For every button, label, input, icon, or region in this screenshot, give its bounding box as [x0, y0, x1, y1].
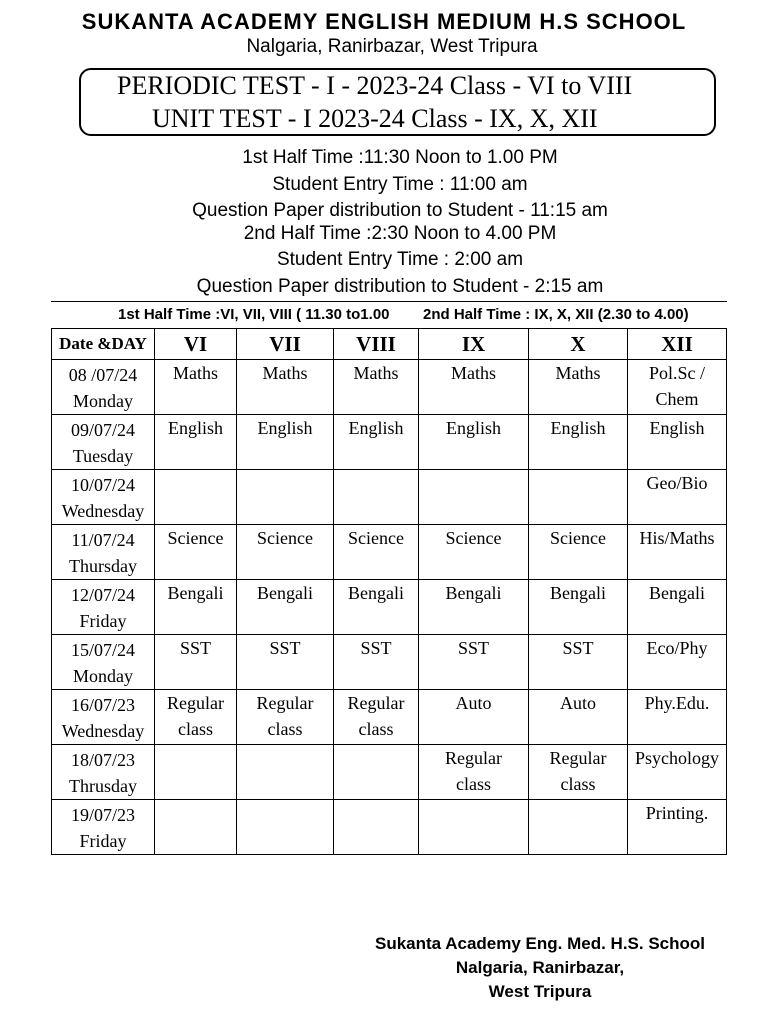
exam-date: 19/07/23 [70, 805, 135, 825]
subject-text: Phy.Edu. [644, 693, 710, 713]
second-half-entry-time: Student Entry Time : 2:00 am [276, 249, 524, 270]
subject-text: Pol.Sc / [648, 363, 705, 383]
subject-text: English [649, 418, 705, 438]
subject-text: Bengali [167, 583, 224, 603]
date-cell [52, 360, 155, 415]
subject-text: English [348, 418, 404, 438]
subject-cell [237, 635, 334, 690]
subject-cell [628, 635, 727, 690]
subject-text: English [167, 418, 223, 438]
exam-date: 11/07/24 [71, 530, 135, 550]
subject-cell [155, 360, 237, 415]
table-row [52, 580, 727, 635]
test-title-box [79, 68, 716, 136]
subject-text: English [257, 418, 313, 438]
subject-text: SST [457, 638, 490, 658]
subject-cell [237, 415, 334, 470]
subject-cell [628, 525, 727, 580]
subject-cell [334, 580, 419, 635]
unit-test-title: UNIT TEST - I 2023-24 Class - IX, X, XII [152, 104, 598, 133]
date-cell [52, 690, 155, 745]
subject-cell [155, 415, 237, 470]
subject-cell [155, 690, 237, 745]
subject-cell [334, 800, 419, 855]
subject-cell [419, 470, 529, 525]
subject-cell [419, 800, 529, 855]
exam-date: 09/07/24 [70, 420, 135, 440]
subject-text: Maths [451, 363, 496, 383]
periodic-test-title: PERIODIC TEST - I - 2023-24 Class - VI to VIII [117, 71, 633, 100]
date-cell [52, 470, 155, 525]
exam-date: 10/07/24 [70, 475, 135, 495]
subject-cell [334, 745, 419, 800]
date-cell [52, 800, 155, 855]
subject-cell [334, 525, 419, 580]
subject-cell [237, 800, 334, 855]
subject-text: Maths [173, 363, 218, 383]
table-row [52, 635, 727, 690]
subject-cell [628, 470, 727, 525]
date-cell [52, 415, 155, 470]
subject-cell [237, 470, 334, 525]
subject-text: Auto [560, 693, 596, 713]
subject-text: SST [562, 638, 594, 658]
subject-text: Printing. [645, 803, 709, 823]
subject-cell [237, 360, 334, 415]
subject-text: Regular [347, 693, 405, 713]
column-header: X [529, 329, 628, 360]
footer-address-line: Nalgaria, Ranirbazar, [455, 958, 625, 977]
subject-cell [419, 360, 529, 415]
table-row [52, 360, 727, 415]
subject-cell [419, 745, 529, 800]
subject-cell [237, 745, 334, 800]
column-header: VI [155, 329, 237, 360]
subject-cell [529, 800, 628, 855]
exam-date: 12/07/24 [70, 585, 135, 605]
subject-text: Bengali [649, 583, 705, 603]
subject-cell [628, 800, 727, 855]
exam-day: Thrusday [69, 776, 137, 796]
first-half-time: 1st Half Time :11:30 Noon to 1.00 PM [242, 147, 558, 168]
subject-cell [419, 580, 529, 635]
subject-cell [334, 415, 419, 470]
table-row [52, 690, 727, 745]
footer-school-name: Sukanta Academy Eng. Med. H.S. School [375, 934, 705, 953]
subject-cell [529, 360, 628, 415]
subject-text: Maths [262, 363, 308, 383]
subject-text: English [445, 418, 501, 438]
subject-text: Science [550, 528, 606, 548]
exam-day: Friday [79, 611, 127, 631]
subject-cell [529, 525, 628, 580]
subject-cell [155, 470, 237, 525]
table-header-row [52, 329, 727, 360]
first-half-label: 1st Half Time :VI, VII, VIII ( 11.30 to1.00 [118, 306, 390, 323]
subject-cell [419, 415, 529, 470]
exam-schedule-table [51, 328, 727, 855]
exam-date: 18/07/23 [70, 750, 135, 770]
subject-cell [155, 580, 237, 635]
second-half-label: 2nd Half Time : IX, X, XII (2.30 to 4.00) [423, 306, 689, 323]
subject-text: Geo/Bio [646, 473, 708, 493]
exam-day: Friday [79, 831, 127, 851]
subject-cell [628, 745, 727, 800]
subject-text: Regular [549, 748, 607, 768]
exam-day: Tuesday [72, 446, 134, 466]
table-row [52, 470, 727, 525]
exam-day: Wednesday [61, 721, 145, 741]
subject-cell [334, 635, 419, 690]
subject-text: Science [348, 528, 404, 548]
subject-text: Bengali [550, 583, 606, 603]
subject-cell [237, 690, 334, 745]
subject-cell [628, 360, 727, 415]
subject-text: Auto [455, 693, 492, 713]
subject-cell [334, 470, 419, 525]
subject-text: Regular [256, 693, 314, 713]
column-header: XII [628, 329, 727, 360]
subject-text: SST [269, 638, 301, 658]
subject-cell [419, 525, 529, 580]
school-address: Nalgaria, Ranirbazar, West Tripura [246, 36, 538, 57]
subject-cell [529, 635, 628, 690]
exam-day: Monday [73, 666, 133, 686]
subject-text: Regular [167, 693, 224, 713]
subject-text: Chem [655, 389, 699, 409]
subject-cell [155, 800, 237, 855]
column-header: VIII [334, 329, 419, 360]
subject-cell [334, 690, 419, 745]
subject-text: Science [257, 528, 313, 548]
subject-text: SST [360, 638, 392, 658]
first-half-entry-time: Student Entry Time : 11:00 am [272, 174, 528, 195]
subject-text: Psychology [634, 748, 719, 768]
subject-text: Maths [353, 363, 399, 383]
subject-text: Bengali [348, 583, 404, 603]
column-header-date: Date &DAY [52, 329, 155, 360]
subject-text: Bengali [257, 583, 313, 603]
subject-cell [237, 525, 334, 580]
subject-text: Science [445, 528, 502, 548]
table-row [52, 415, 727, 470]
subject-text: Regular [445, 748, 502, 768]
subject-cell [155, 745, 237, 800]
subject-text: English [550, 418, 606, 438]
first-half-paper-distribution: Question Paper distribution to Student - 11:15 am [192, 200, 608, 221]
date-cell [52, 635, 155, 690]
subject-cell [419, 690, 529, 745]
subject-cell [628, 690, 727, 745]
exam-day: Monday [73, 391, 133, 411]
subject-cell [529, 470, 628, 525]
second-half-paper-distribution: Question Paper distribution to Student - 2:15 am [196, 276, 604, 297]
subject-cell [628, 580, 727, 635]
subject-cell [529, 690, 628, 745]
subject-cell [529, 745, 628, 800]
subject-text: class [358, 719, 394, 739]
subject-text: class [267, 719, 303, 739]
subject-cell [419, 635, 529, 690]
subject-cell [237, 580, 334, 635]
school-name: SUKANTA ACADEMY ENGLISH MEDIUM H.S SCHOOL [81, 9, 687, 34]
subject-text: Bengali [445, 583, 502, 603]
column-header: VII [237, 329, 334, 360]
subject-text: class [560, 774, 596, 794]
column-header: IX [419, 329, 529, 360]
table-row [52, 525, 727, 580]
footer-state-line: West Tripura [488, 982, 592, 1001]
exam-date: 08 /07/24 [68, 365, 138, 385]
date-cell [52, 580, 155, 635]
table-row [52, 800, 727, 855]
exam-date: 16/07/23 [70, 695, 135, 715]
table-row [52, 745, 727, 800]
subject-text: class [456, 774, 491, 794]
subject-text: Eco/Phy [646, 638, 708, 658]
subject-text: Maths [555, 363, 601, 383]
table-top-rule [51, 301, 727, 302]
subject-cell [529, 415, 628, 470]
subject-text: class [178, 719, 213, 739]
date-cell [52, 745, 155, 800]
exam-day: Wednesday [61, 501, 145, 521]
second-half-time: 2nd Half Time :2:30 Noon to 4.00 PM [243, 223, 557, 244]
date-cell [52, 525, 155, 580]
subject-cell [155, 635, 237, 690]
exam-date: 15/07/24 [70, 640, 135, 660]
subject-cell [529, 580, 628, 635]
subject-text: His/Maths [639, 528, 715, 548]
subject-cell [334, 360, 419, 415]
subject-cell [155, 525, 237, 580]
subject-text: Science [167, 528, 224, 548]
exam-day: Thursday [69, 556, 137, 576]
subject-text: SST [179, 638, 212, 658]
subject-cell [628, 415, 727, 470]
